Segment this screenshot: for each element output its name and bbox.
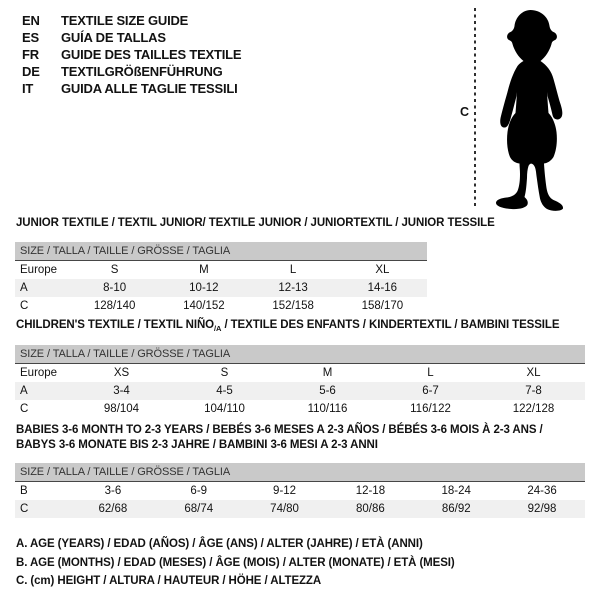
legend-footnote: A. AGE (YEARS) / EDAD (AÑOS) / ÂGE (ANS) / ALTER (JAHRE) / ETÀ (ANNI) bbox=[16, 538, 423, 550]
row-value: 5-6 bbox=[319, 385, 336, 397]
row-value: 104/110 bbox=[204, 403, 245, 415]
size-header-band bbox=[15, 463, 585, 482]
language-row bbox=[22, 29, 241, 46]
size-header-label: SIZE / TALLA / TAILLE / GRÖSSE / TAGLIA bbox=[20, 348, 231, 360]
row-value: S bbox=[110, 264, 119, 276]
title-text: CHILDREN'S TEXTILE / TEXTIL NIÑO bbox=[16, 319, 215, 331]
table-row bbox=[15, 500, 585, 518]
row-label: Europe bbox=[20, 264, 58, 276]
language-title: GUIDA ALLE TAGLIE TESSILI bbox=[61, 81, 238, 96]
row-value: 86/92 bbox=[441, 503, 471, 515]
table-title bbox=[16, 423, 585, 453]
row-value: 14-16 bbox=[367, 282, 398, 294]
language-row bbox=[22, 46, 241, 63]
row-value: 62/68 bbox=[98, 503, 128, 515]
language-code: DE bbox=[22, 64, 40, 79]
row-value: 18-24 bbox=[441, 485, 471, 497]
row-value: 8-10 bbox=[103, 282, 127, 294]
row-value: 80/86 bbox=[356, 503, 385, 515]
size-header-label: SIZE / TALLA / TAILLE / GRÖSSE / TAGLIA bbox=[20, 245, 231, 257]
table-title bbox=[16, 318, 585, 333]
table-rows bbox=[15, 482, 585, 518]
language-header bbox=[22, 12, 241, 97]
table-title-line bbox=[16, 318, 585, 333]
table-rows bbox=[15, 261, 427, 315]
baby-figure bbox=[452, 6, 587, 216]
language-row bbox=[22, 80, 241, 97]
row-value: L bbox=[289, 264, 297, 276]
language-title: TEXTILE SIZE GUIDE bbox=[61, 13, 189, 28]
row-value: 152/158 bbox=[272, 300, 314, 312]
language-code: ES bbox=[22, 30, 39, 45]
size-header-band bbox=[15, 242, 427, 261]
table-title-line bbox=[16, 216, 495, 231]
row-value: 68/74 bbox=[184, 503, 214, 515]
title-text: JUNIOR TEXTILE / TEXTIL JUNIOR/ TEXTILE JUNIOR / JUNIORTEXTIL / JUNIOR TESSILE bbox=[16, 217, 495, 229]
row-value: 128/140 bbox=[93, 300, 136, 312]
table-row bbox=[15, 364, 585, 382]
row-value: 116/122 bbox=[410, 403, 451, 415]
language-title: GUIDE DES TAILLES TEXTILE bbox=[61, 47, 242, 62]
language-code: IT bbox=[22, 81, 34, 96]
table-row bbox=[15, 482, 585, 500]
childrens-textile-table bbox=[15, 318, 585, 418]
row-value: 158/170 bbox=[361, 300, 404, 312]
row-label: B bbox=[20, 485, 28, 497]
language-title: TEXTILGRÖßENFÜHRUNG bbox=[61, 64, 223, 79]
table-row bbox=[15, 261, 427, 279]
language-code: FR bbox=[22, 47, 39, 62]
row-label: C bbox=[20, 403, 29, 415]
row-label: Europe bbox=[20, 367, 58, 379]
row-value: XL bbox=[375, 264, 390, 276]
row-value: M bbox=[322, 367, 333, 379]
row-label: C bbox=[20, 503, 29, 515]
title-subscript: /A bbox=[214, 323, 222, 333]
row-label: A bbox=[20, 385, 28, 397]
row-value: 92/98 bbox=[527, 503, 557, 515]
row-value: 98/104 bbox=[103, 403, 140, 415]
table-row bbox=[15, 400, 585, 418]
language-row bbox=[22, 12, 241, 29]
row-value: 12-18 bbox=[355, 485, 386, 497]
language-title: GUÍA DE TALLAS bbox=[61, 30, 166, 45]
row-value: 10-12 bbox=[189, 282, 219, 294]
table-title-line bbox=[16, 423, 585, 438]
row-value: 6-7 bbox=[422, 385, 439, 397]
table-row bbox=[15, 382, 585, 400]
row-value: 6-9 bbox=[190, 485, 208, 497]
height-dashed-line bbox=[474, 8, 476, 209]
height-measure-label: C bbox=[460, 105, 470, 119]
legend-footnote: B. AGE (MONTHS) / EDAD (MESES) / ÂGE (MOIS) / ALTER (MONATE) / ETÀ (MESI) bbox=[16, 556, 455, 569]
language-row bbox=[22, 63, 241, 80]
language-code: EN bbox=[22, 13, 40, 28]
row-value: 12-13 bbox=[278, 282, 308, 294]
babies-textile-table bbox=[15, 423, 585, 518]
legend-footnotes bbox=[16, 535, 455, 591]
table-title-line bbox=[16, 438, 585, 453]
title-text: / TEXTILE DES ENFANTS / KINDERTEXTIL / BAMBINI TESSILE bbox=[221, 319, 560, 331]
row-value: 110/116 bbox=[307, 403, 348, 415]
row-value: XS bbox=[113, 367, 130, 379]
title-text: BABYS 3-6 MONATE BIS 2-3 JAHRE / BAMBINI 3-6 MESI A 2-3 ANNI bbox=[16, 439, 378, 451]
row-value: 122/128 bbox=[512, 403, 555, 415]
row-value: L bbox=[427, 367, 434, 379]
row-label: C bbox=[20, 300, 29, 312]
table-rows bbox=[15, 364, 585, 418]
row-value: 74/80 bbox=[270, 503, 299, 515]
row-value: 7-8 bbox=[525, 385, 542, 397]
row-value: 24-36 bbox=[527, 485, 557, 497]
legend-footnote: C. (cm) HEIGHT / ALTURA / HAUTEUR / HÖHE / ALTEZZA bbox=[16, 575, 322, 587]
row-value: 3-6 bbox=[104, 485, 122, 497]
row-value: XL bbox=[526, 367, 541, 379]
size-header-band bbox=[15, 345, 585, 364]
baby-silhouette-icon bbox=[483, 8, 582, 214]
row-label: A bbox=[20, 282, 28, 294]
row-value: 3-4 bbox=[113, 385, 130, 397]
table-title bbox=[16, 216, 495, 231]
title-text: BABIES 3-6 MONTH TO 2-3 YEARS / BEBÉS 3-6 MESES A 2-3 AÑOS / BÉBÉS 3-6 MOIS À 2-3 ANS / bbox=[16, 424, 543, 436]
row-value: 9-12 bbox=[273, 485, 297, 497]
row-value: M bbox=[199, 264, 209, 276]
row-value: 4-5 bbox=[216, 385, 233, 397]
table-row bbox=[15, 279, 427, 297]
junior-textile-table bbox=[15, 216, 495, 315]
size-header-label: SIZE / TALLA / TAILLE / GRÖSSE / TAGLIA bbox=[20, 466, 231, 478]
row-value: 140/152 bbox=[183, 300, 225, 312]
table-row bbox=[15, 297, 427, 315]
row-value: S bbox=[220, 367, 229, 379]
